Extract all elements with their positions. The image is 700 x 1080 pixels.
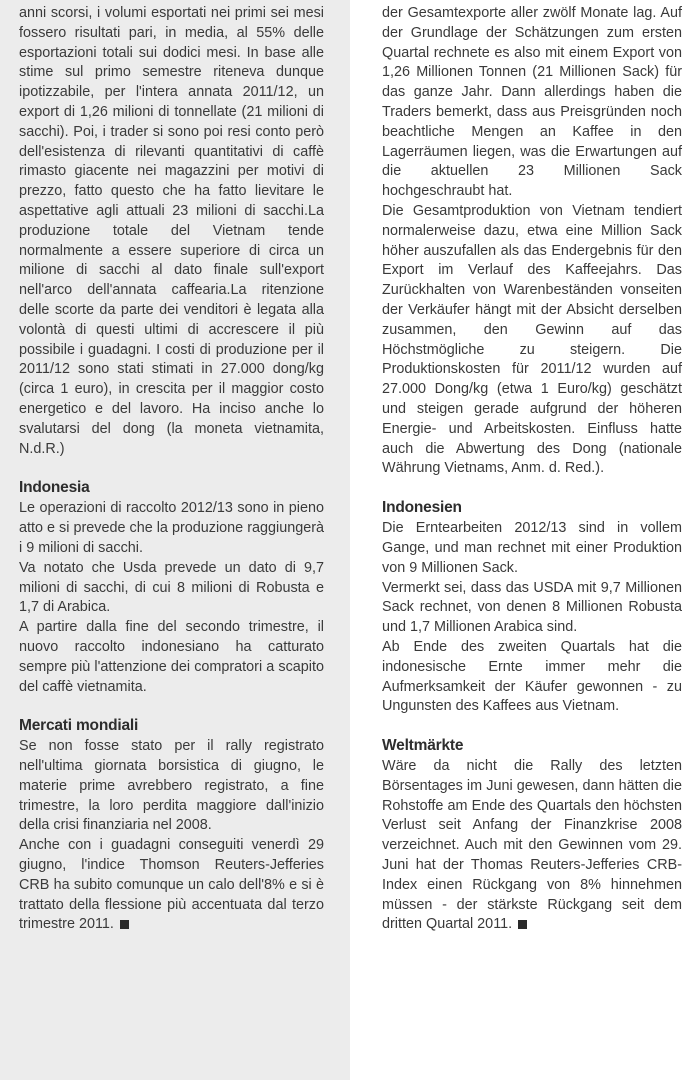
body-paragraph: Die Gesamtproduktion von Vietnam tendiert normalerweise dazu, etwa eine Million Sack höher auszufallen als das Endergebnis für den Export im Verlauf des Kaffeejahrs. Das Zurückhalten von Warenbeständen vonseiten der Verkäufer hängt mit der Absicht derselben zusammen, den Gewinn auf das Höchstmögliche zu steigern. Die Produktionskosten für 2011/12 wurden auf 27.000 Dong/kg (etwa 1 Euro/kg) geschätzt und steigen gerade aufgrund der höheren Energie- und Arbeitskosten. Einfluss hatte auch die Abwertung des Dong (nationale Währung Vietnams, Anm. d. Red.). — [382, 202, 682, 477]
end-of-article-square-icon — [120, 920, 129, 929]
section-heading-indonesia: Indonesia — [19, 479, 90, 497]
body-paragraph: anni scorsi, i volumi esportati nei primi sei mesi fossero risultati pari, in media, al 55% delle esportazioni totali sui dodici mesi. In base alle stime sul primo semestre riteneva dunque ipotizzabile, per l'intera annata 2011/12, un export di 1,26 milioni di tonnellate (21 milioni di sacchi). Poi, i trader si sono poi resi conto però dell'esistenza di rilevanti quantitativi di caffè rimasto giacente nei magazzini per motivi di prezzo, fatto questo che ha fatto lievitare le aspettative agli attuali 23 milioni di sacchi.La produzione totale del Vietnam tende normalmente a essere superiore di circa un milione di sacchi al dato finale sull'export nell'arco dell'annata caffearia.La ritenzione delle scorte da parte dei venditori è legata alla volontà di questi ultimi di accrescere il più possibile i guadagni. I costi di produzione per il 2011/12 sono stati stimati in 27.000 dong/kg (circa 1 euro), in crescita per il maggior costo energetico e del lavoro. Ha inciso anche lo svalutarsi del dong (la moneta vietnamita, N.d.R.) — [19, 5, 324, 457]
body-paragraph: Ab Ende des zweiten Quartals hat die indonesische Ernte immer mehr die Aufmerksamkeit der Käufer gewonnen - zu Ungunsten des Kaffees aus Vietnam. — [382, 638, 682, 715]
body-paragraph-final — [19, 836, 324, 935]
end-of-article-square-icon — [518, 920, 527, 929]
german-column — [350, 0, 700, 1080]
section-heading-weltmaerkte: Weltmärkte — [382, 737, 464, 755]
body-paragraph: Vermerkt sei, dass das USDA mit 9,7 Millionen Sack rechnet, von denen 8 Millionen Robusta und 1,7 Millionen Arabica sind. — [382, 579, 682, 636]
section-heading-indonesien: Indonesien — [382, 499, 462, 517]
section-heading-mercati-mondiali: Mercati mondiali — [19, 717, 139, 735]
body-paragraph: der Gesamtexporte aller zwölf Monate lag. Auf der Grundlage der Schätzungen zum ersten Quartal rechnete es also mit einem Export von 1,26 Millionen Tonnen (21 Millionen Sack) für das ganze Jahr. Dann allerdings haben die Traders bemerkt, dass aus Preisgründen noch beachtliche Mengen an Kaffee in den Lagerräumen liegen, was die Erwartungen auf die aktuellen 23 Millionen Sack hochgeschraubt hat. — [382, 5, 682, 200]
body-paragraph: Se non fosse stato per il rally registrato nell'ultima giornata borsistica di giugno, le materie prime avrebbero registrato, a fine trimestre, la loro perdita maggiore dall'inizio della crisi finanziaria nel 2008. — [19, 738, 324, 834]
body-paragraph: Le operazioni di raccolto 2012/13 sono in pieno atto e si prevede che la produzione raggiungerà i 9 milioni di sacchi. — [19, 500, 324, 556]
body-text: Anche con i guadagni conseguiti venerdì 29 giugno, l'indice Thomson Reuters-Jefferies CRB ha subito comunque un calo dell'8% e si è trattato della flessione più accentuata dal terzo trimestre 2011. — [19, 837, 324, 933]
body-paragraph-final — [382, 757, 682, 935]
body-paragraph: Die Erntearbeiten 2012/13 sind in vollem Gange, und man rechnet mit einer Produktion von 9 Millionen Sack. — [382, 520, 682, 576]
body-paragraph: A partire dalla fine del secondo trimestre, il nuovo raccolto indonesiano ha catturato sempre più l'attenzione dei compratori a scapito del caffè vietnamita. — [19, 619, 324, 695]
body-text: Wäre da nicht die Rally des letzten Börsentages im Juni gewesen, dann hätten die Rohstoffe am Ende des Quartals den höchsten Verlust seit Anfang der Finanzkrise 2008 verzeichnet. Auch mit den Gewinnen vom 29. Juni hat der Thomas Reuters-Jefferies CRB-Index einen Rückgang von 8% hinnehmen müssen - der stärkste Rückgang seit dem dritten Quartal 2011. — [382, 758, 682, 933]
body-paragraph: Va notato che Usda prevede un dato di 9,7 milioni di sacchi, di cui 8 milioni di Robusta e 1,7 di Arabica. — [19, 559, 324, 616]
